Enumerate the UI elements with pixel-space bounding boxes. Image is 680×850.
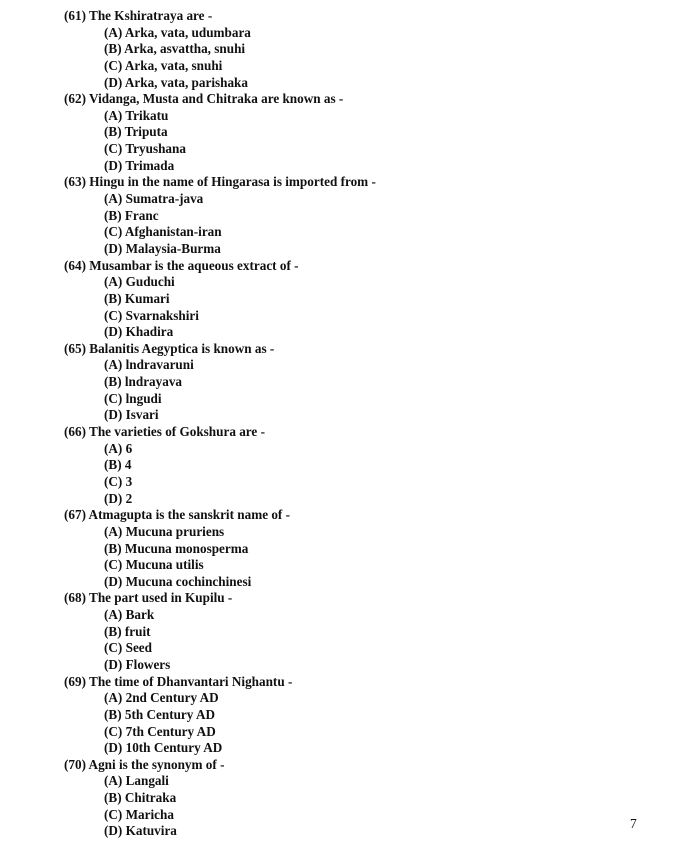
question-text: (67) Atmagupta is the sanskrit name of - bbox=[64, 507, 291, 523]
option-d: (D) Mucuna cochinchinesi bbox=[104, 573, 252, 589]
question-list bbox=[64, 8, 624, 840]
option-b: (B) Chitraka bbox=[104, 790, 177, 806]
option-d: (D) Trimada bbox=[104, 157, 175, 173]
option-c: (C) Arka, vata, snuhi bbox=[104, 57, 223, 73]
option-b: (B) Franc bbox=[104, 207, 159, 223]
option-c: (C) Mucuna utilis bbox=[104, 557, 204, 573]
option-d: (D) Khadira bbox=[104, 324, 174, 340]
option-a: (A) 2nd Century AD bbox=[104, 690, 219, 706]
option-b: (B) lndrayava bbox=[104, 374, 183, 390]
option-d: (D) 10th Century AD bbox=[104, 740, 223, 756]
question-69 bbox=[64, 674, 624, 757]
option-d: (D) 2 bbox=[104, 490, 133, 506]
question-70 bbox=[64, 757, 624, 840]
option-c: (C) lngudi bbox=[104, 390, 162, 406]
option-d: (D) Malaysia-Burma bbox=[104, 240, 221, 256]
option-b: (B) Triputa bbox=[104, 124, 168, 140]
option-b: (B) Mucuna monosperma bbox=[104, 540, 249, 556]
option-list bbox=[64, 690, 624, 757]
question-66 bbox=[64, 424, 624, 507]
option-b: (B) fruit bbox=[104, 623, 151, 639]
option-a: (A) lndravaruni bbox=[104, 357, 194, 373]
option-c: (C) Maricha bbox=[104, 806, 174, 822]
question-text: (70) Agni is the synonym of - bbox=[64, 756, 225, 772]
option-a: (A) Mucuna pruriens bbox=[104, 523, 225, 539]
question-62 bbox=[64, 91, 624, 174]
question-68 bbox=[64, 590, 624, 673]
option-list bbox=[64, 357, 624, 424]
option-b: (B) Arka, asvattha, snuhi bbox=[104, 41, 246, 57]
question-text: (61) The Kshiratraya are - bbox=[64, 8, 213, 23]
option-list bbox=[64, 607, 624, 674]
question-text: (62) Vidanga, Musta and Chitraka are known as - bbox=[64, 91, 344, 107]
page-number: 7 bbox=[630, 816, 637, 831]
option-list bbox=[64, 108, 624, 175]
option-d: (D) Arka, vata, parishaka bbox=[104, 74, 248, 90]
option-a: (A) Trikatu bbox=[104, 107, 169, 123]
option-c: (C) 7th Century AD bbox=[104, 723, 216, 739]
option-a: (A) Arka, vata, udumbara bbox=[104, 24, 251, 40]
option-c: (C) 3 bbox=[104, 473, 133, 489]
option-list bbox=[64, 25, 624, 92]
option-list bbox=[64, 191, 624, 258]
option-list bbox=[64, 441, 624, 508]
question-text: (69) The time of Dhanvantari Nighantu - bbox=[64, 673, 293, 689]
option-a: (A) Sumatra-java bbox=[104, 191, 204, 207]
option-a: (A) Bark bbox=[104, 607, 155, 623]
question-67 bbox=[64, 507, 624, 590]
option-a: (A) Guduchi bbox=[104, 274, 175, 290]
question-65 bbox=[64, 341, 624, 424]
option-d: (D) Isvari bbox=[104, 407, 159, 423]
question-text: (68) The part used in Kupilu - bbox=[64, 590, 233, 606]
question-text: (65) Balanitis Aegyptica is known as - bbox=[64, 340, 275, 356]
question-64 bbox=[64, 258, 624, 341]
option-b: (B) 5th Century AD bbox=[104, 706, 215, 722]
question-text: (63) Hingu in the name of Hingarasa is imported from - bbox=[64, 174, 376, 190]
option-b: (B) Kumari bbox=[104, 290, 170, 306]
option-list bbox=[64, 274, 624, 341]
option-d: (D) Flowers bbox=[104, 656, 171, 672]
option-list bbox=[64, 773, 624, 840]
question-63 bbox=[64, 174, 624, 257]
question-text: (64) Musambar is the aqueous extract of - bbox=[64, 257, 299, 273]
option-c: (C) Svarnakshiri bbox=[104, 307, 199, 323]
option-a: (A) Langali bbox=[104, 773, 169, 789]
option-a: (A) 6 bbox=[104, 440, 133, 456]
question-text: (66) The varieties of Gokshura are - bbox=[64, 424, 265, 440]
question-61 bbox=[64, 8, 624, 91]
option-list bbox=[64, 524, 624, 591]
option-c: (C) Afghanistan-iran bbox=[104, 224, 222, 240]
option-c: (C) Seed bbox=[104, 640, 152, 656]
option-d: (D) Katuvira bbox=[104, 823, 177, 839]
option-c: (C) Tryushana bbox=[104, 141, 186, 157]
option-b: (B) 4 bbox=[104, 457, 132, 473]
